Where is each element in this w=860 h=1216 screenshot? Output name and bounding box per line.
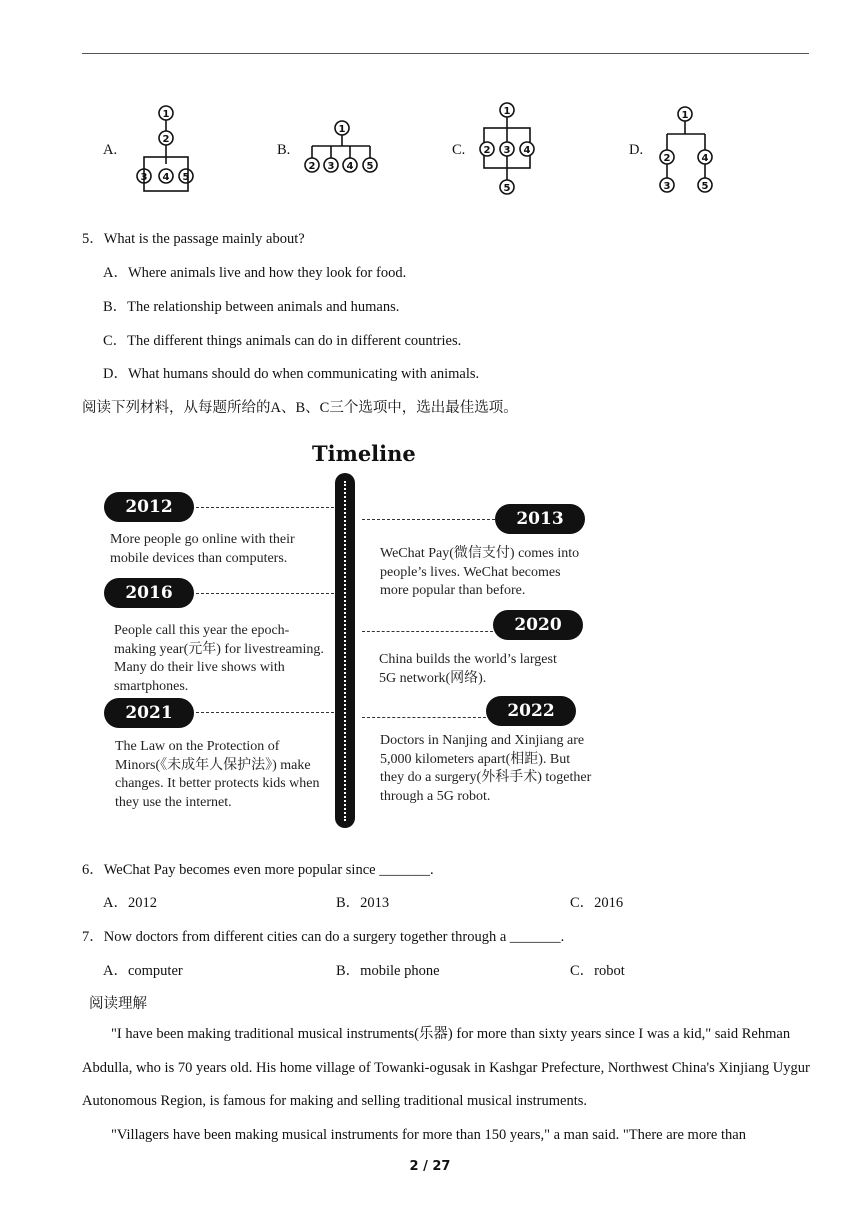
timeline-title: Timeline — [312, 441, 416, 466]
year-pill-2013: 2013 — [495, 504, 585, 534]
year-pill-2020: 2020 — [493, 610, 583, 640]
connector-2022 — [362, 717, 486, 718]
svg-text:1: 1 — [338, 124, 346, 135]
header-rule — [82, 53, 809, 54]
diagram-option-a-label: A. — [103, 142, 118, 158]
svg-text:4: 4 — [523, 145, 531, 156]
diagram-a — [128, 102, 194, 194]
page-number: 2 / 27 — [409, 1159, 451, 1174]
diagram-b — [302, 112, 382, 182]
section-title: 阅读理解 — [89, 996, 147, 1012]
q5-option-b: B．The relationship between animals and humans. — [103, 299, 400, 315]
svg-text:5: 5 — [503, 183, 511, 194]
diagram-option-c-label: C. — [452, 142, 466, 158]
passage-paragraph-1: "I have been making traditional musical instruments(乐器) for more than sixty years since I was a kid," said Rehman Abdulla, who is 70 years old. His home village of Towanki-ogusak in Kashgar Prefecture, Northwest China's Xinjiang Uygur Autonomous Region, is famous for making and selling traditional musical instruments. — [82, 1026, 810, 1109]
svg-text:3: 3 — [327, 161, 335, 172]
diagram-d — [655, 102, 721, 202]
q7-option-a: A．computer — [103, 963, 183, 979]
diagram-c — [476, 100, 542, 200]
q5-question: 5．What is the passage mainly about? — [82, 231, 305, 247]
diagram-option-d-label: D. — [629, 142, 644, 158]
instruction: 阅读下列材料，从每题所给的A、B、C三个选项中，选出最佳选项。 — [82, 400, 518, 416]
passage-paragraph-2: "Villagers have been making musical instruments for more than 150 years," a man said. "There are more than — [111, 1127, 746, 1143]
event-text-2020: China builds the world’s largest 5G network(网络). — [379, 652, 557, 686]
svg-text:5: 5 — [701, 181, 709, 192]
connector-2021 — [196, 712, 334, 713]
svg-text:2: 2 — [663, 153, 671, 164]
connector-2020 — [362, 631, 493, 632]
timeline-axis-dots — [344, 481, 346, 821]
event-text-2012: More people go online with their mobile devices than computers. — [110, 532, 295, 566]
event-text-2013: WeChat Pay(微信支付) comes into people’s lives. WeChat becomes more popular than before. — [380, 546, 580, 598]
svg-text:3: 3 — [503, 145, 511, 156]
svg-text:2: 2 — [483, 145, 491, 156]
svg-text:1: 1 — [162, 109, 170, 120]
svg-text:1: 1 — [681, 110, 689, 121]
connector-2013 — [362, 519, 495, 520]
q6-option-b: B．2013 — [336, 895, 390, 911]
timeline-figure — [100, 435, 600, 835]
year-pill-2016: 2016 — [104, 578, 194, 608]
q5-option-d: D．What humans should do when communicating with animals. — [103, 366, 480, 382]
q5-option-c: C．The different things animals can do in different countries. — [103, 333, 462, 349]
svg-text:4: 4 — [346, 161, 354, 172]
event-text-2021: The Law on the Protection of Minors(《未成年人保护法》) make changes. It better protects kids when they use the internet. — [115, 739, 320, 810]
svg-text:2: 2 — [308, 161, 316, 172]
q6-option-c: C．2016 — [570, 895, 624, 911]
svg-text:5: 5 — [366, 161, 374, 172]
svg-text:3: 3 — [140, 172, 148, 183]
svg-text:4: 4 — [701, 153, 709, 164]
year-pill-2022: 2022 — [486, 696, 576, 726]
event-text-2022: Doctors in Nanjing and Xinjiang are 5,000 kilometers apart(相距). But they do a surgery(外科手术) together through a 5G robot. — [380, 733, 592, 804]
svg-text:5: 5 — [182, 172, 190, 183]
svg-text:1: 1 — [503, 106, 511, 117]
connector-2012 — [196, 507, 334, 508]
svg-text:3: 3 — [663, 181, 671, 192]
year-pill-2021: 2021 — [104, 698, 194, 728]
q7-question: 7．Now doctors from different cities can do a surgery together through a _______. — [82, 929, 565, 945]
svg-text:4: 4 — [162, 172, 170, 183]
q5-option-a: A．Where animals live and how they look for food. — [103, 265, 407, 281]
q6-option-a: A．2012 — [103, 895, 157, 911]
svg-text:2: 2 — [162, 134, 170, 145]
event-text-2016: People call this year the epoch-making year(元年) for livestreaming. Many do their live shows with smartphones. — [114, 623, 324, 694]
year-pill-2012: 2012 — [104, 492, 194, 522]
q7-option-b: B．mobile phone — [336, 963, 440, 979]
q7-option-c: C．robot — [570, 963, 625, 979]
diagram-option-b-label: B. — [277, 142, 291, 158]
connector-2016 — [196, 593, 334, 594]
q6-question: 6．WeChat Pay becomes even more popular since _______. — [82, 862, 434, 878]
